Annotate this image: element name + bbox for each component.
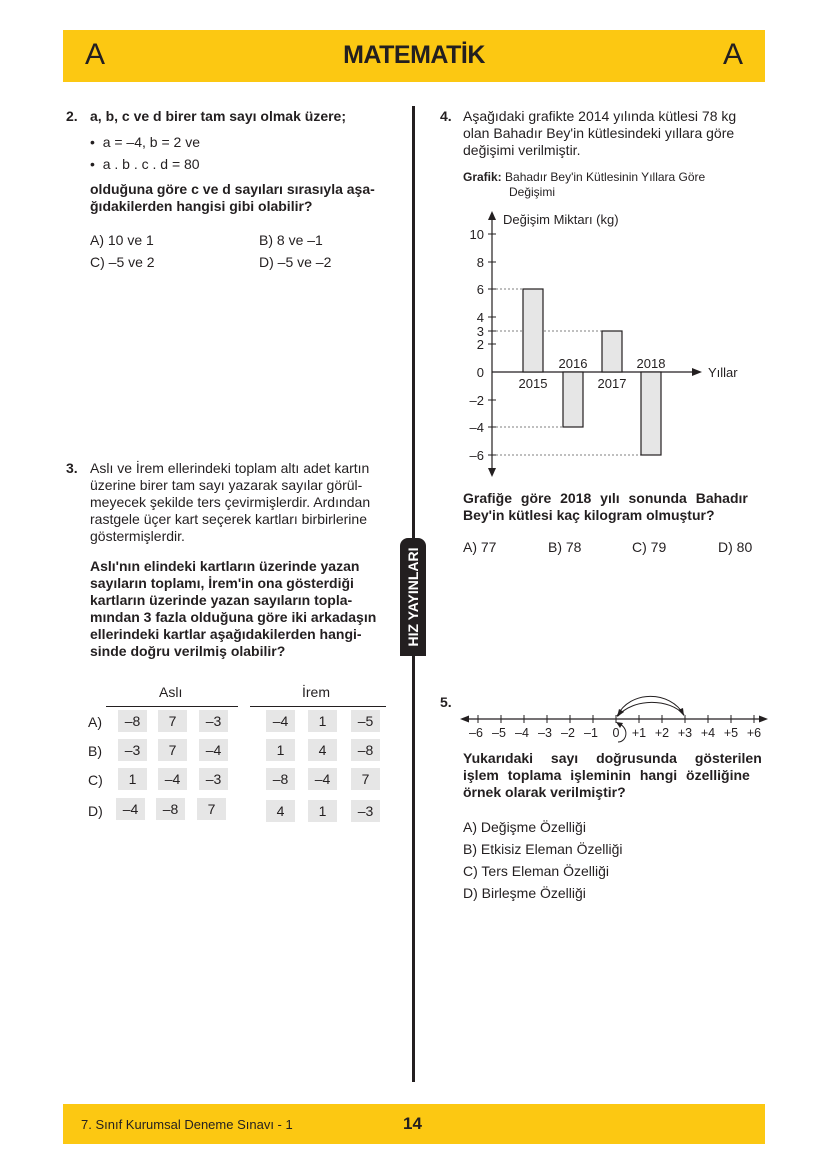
card: –4 [116, 798, 145, 820]
svg-text:2016: 2016 [558, 356, 588, 371]
page-header [63, 30, 765, 82]
svg-text:–3: –3 [538, 726, 552, 740]
question-intro: Aşağıdaki grafikte 2014 yılında kütlesi 78 kg olan Bahadır Bey'in kütlesindeki yıllara göre değişimi verilmiştir. [463, 108, 737, 158]
card: 7 [351, 768, 380, 790]
question-text: Aslı'nın elindeki kartların üzerinde yazan sayıların toplamı, İrem'in ona gösterdiği kartların üzerinde yazan sayıların topla- mından 3 fazla olduğuna göre iki arkadaşın ellerindeki kartlar aşağıdakilerden hangi- sinde doğru verilmiş olabilir? [90, 558, 377, 659]
x-axis-label: Yıllar [708, 365, 738, 380]
question-text: Yukarıdaki sayı doğrusunda gösterilen işlem toplama işleminin hangi özelliğine örnek olarak verilmiştir? [463, 750, 762, 800]
arrow-left-icon [460, 716, 469, 723]
svg-text:–1: –1 [584, 726, 598, 740]
header-underline [250, 706, 386, 707]
svg-text:+2: +2 [654, 726, 670, 740]
row-label-a[interactable]: A) [88, 714, 102, 730]
card: –3 [199, 710, 228, 732]
question-number: 2. [66, 108, 78, 124]
svg-text:–6: –6 [469, 726, 483, 740]
option-d[interactable]: D) Birleşme Özelliği [463, 885, 586, 901]
column-header-asli: Aslı [159, 684, 183, 700]
option-a[interactable]: A) 10 ve 1 [90, 232, 154, 248]
publisher-logo [400, 538, 426, 656]
row-label-c[interactable]: C) [88, 772, 103, 788]
bar-2017 [602, 331, 622, 372]
card: –3 [351, 800, 380, 822]
card: –5 [351, 710, 380, 732]
question-number: 5. [440, 694, 452, 710]
booklet-letter-left: A [85, 38, 106, 71]
question-intro: Aslı ve İrem ellerindeki toplam altı adet kartın üzerine birer tam sayı yazarak sayılar görül- meyecek şekilde ters çevirmişlerdir. Ardından rastgele üçer kart seçerek kartları birbirlerine göstermişlerdir. [90, 460, 371, 544]
number-line-labels [469, 726, 761, 740]
bullet-item: • a . b . c . d = 80 [90, 156, 200, 172]
number-line [455, 690, 775, 745]
publisher-name: HIZ YAYINLARI [405, 547, 421, 647]
card: 1 [266, 739, 295, 761]
question-number: 3. [66, 460, 78, 476]
bar-chart [455, 205, 765, 480]
card: 1 [118, 768, 147, 790]
question-stem: a, b, c ve d birer tam sayı olmak üzere; [90, 108, 346, 124]
card: –8 [266, 768, 295, 790]
card: 4 [308, 739, 337, 761]
question-text: ğıdakilerden hangisi gibi olabilir? [90, 198, 313, 214]
bar-2016 [563, 372, 583, 427]
option-b[interactable]: B) 78 [548, 539, 582, 555]
card: –3 [199, 768, 228, 790]
option-b[interactable]: B) Etkisiz Eleman Özelliği [463, 841, 623, 857]
svg-text:–4: –4 [469, 420, 484, 435]
card: –8 [118, 710, 147, 732]
svg-text:–6: –6 [469, 448, 484, 463]
svg-text:10: 10 [469, 227, 484, 242]
svg-text:+1: +1 [631, 726, 647, 740]
svg-text:2: 2 [476, 337, 484, 352]
option-b[interactable]: B) 8 ve –1 [259, 232, 323, 248]
svg-text:+6: +6 [746, 726, 762, 740]
svg-text:2018: 2018 [636, 356, 666, 371]
card: –8 [351, 739, 380, 761]
card: 4 [266, 800, 295, 822]
question-number: 4. [440, 108, 452, 124]
y-axis-label: Değişim Miktarı (kg) [503, 212, 619, 227]
svg-text:6: 6 [476, 282, 484, 297]
card: 1 [308, 710, 337, 732]
option-a[interactable]: A) 77 [463, 539, 497, 555]
card: –4 [199, 739, 228, 761]
bar-2018 [641, 372, 661, 455]
svg-text:3: 3 [476, 324, 484, 339]
card: 7 [158, 710, 187, 732]
svg-text:0: 0 [612, 726, 620, 740]
svg-text:0: 0 [476, 365, 484, 380]
svg-text:+5: +5 [723, 726, 739, 740]
arrow-up-icon [488, 211, 496, 220]
option-d[interactable]: D) –5 ve –2 [259, 254, 332, 270]
row-label-d[interactable]: D) [88, 803, 103, 819]
svg-text:+4: +4 [700, 726, 716, 740]
svg-text:2017: 2017 [597, 376, 627, 391]
page-footer [63, 1104, 765, 1144]
svg-text:+3: +3 [677, 726, 693, 740]
card: 7 [158, 739, 187, 761]
svg-text:–2: –2 [469, 393, 484, 408]
option-c[interactable]: C) Ters Eleman Özelliği [463, 863, 610, 879]
card: –4 [308, 768, 337, 790]
card: 1 [308, 800, 337, 822]
exam-name: 7. Sınıf Kurumsal Deneme Sınavı - 1 [81, 1117, 293, 1132]
option-c[interactable]: C) 79 [632, 539, 667, 555]
question-text: Grafiğe göre 2018 yılı sonunda Bahadır Bey'in kütlesi kaç kilogram olmuştur? [463, 490, 748, 523]
arrow-right-icon [692, 368, 702, 376]
column-header-irem: İrem [302, 684, 330, 700]
y-tick-labels [470, 227, 484, 463]
card: –3 [118, 739, 147, 761]
card: –8 [156, 798, 185, 820]
option-c[interactable]: C) –5 ve 2 [90, 254, 155, 270]
bar-2015 [523, 289, 543, 372]
arrow-right-icon [759, 716, 768, 723]
option-d[interactable]: D) 80 [718, 539, 753, 555]
arrow-down-icon [488, 468, 496, 477]
svg-text:4: 4 [476, 310, 484, 325]
svg-text:–5: –5 [492, 726, 506, 740]
question-text: olduğuna göre c ve d sayıları sırasıyla aşa- [90, 181, 375, 197]
row-label-b[interactable]: B) [88, 743, 102, 759]
svg-text:–2: –2 [561, 726, 575, 740]
card: 7 [197, 798, 226, 820]
header-underline [106, 706, 238, 707]
option-a[interactable]: A) Değişme Özelliği [463, 819, 586, 835]
card: –4 [266, 710, 295, 732]
subject-title: MATEMATİK [343, 41, 485, 69]
booklet-letter-right: A [722, 38, 743, 71]
svg-text:–4: –4 [515, 726, 529, 740]
arrow-head-icon [617, 709, 624, 717]
bullet-item: • a = –4, b = 2 ve [90, 134, 200, 150]
jump-arc-forward [617, 696, 684, 716]
card: –4 [158, 768, 187, 790]
svg-text:8: 8 [476, 255, 484, 270]
page-number: 14 [403, 1114, 422, 1133]
graph-caption: Grafik: Bahadır Bey'in Kütlesinin Yıllara Göre Değişimi [463, 170, 706, 199]
svg-text:2015: 2015 [518, 376, 548, 391]
